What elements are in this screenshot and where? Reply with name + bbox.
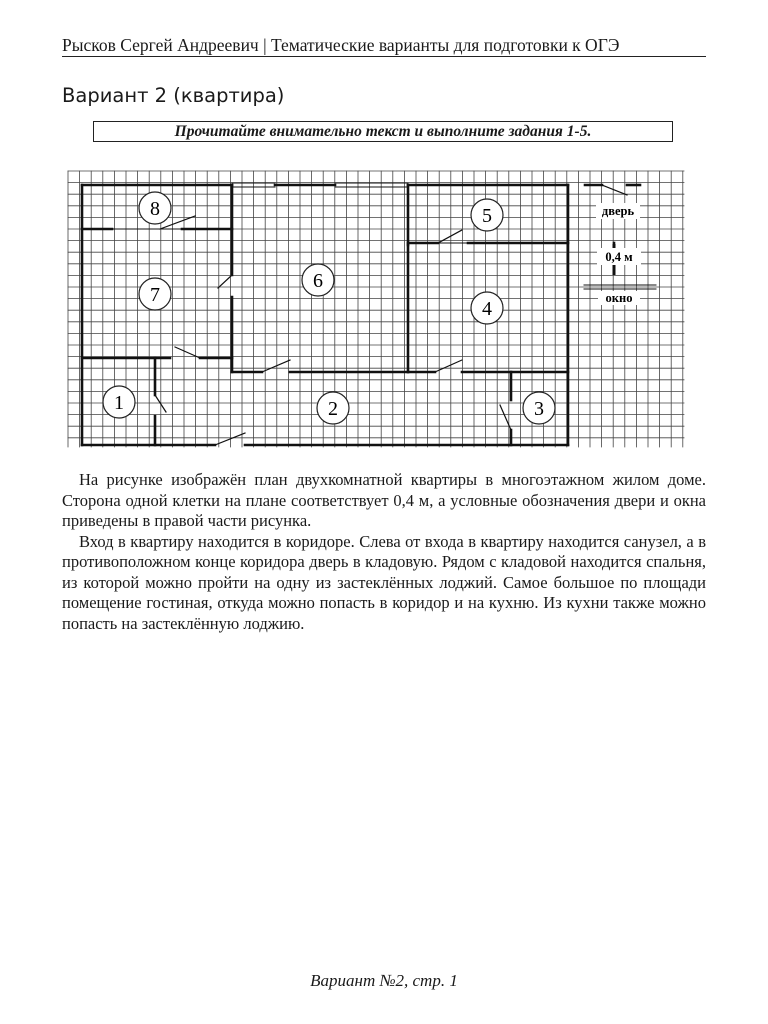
legend-cell-size-label: 0,4 м (605, 250, 633, 264)
plan-windows (112, 183, 656, 289)
page-footer: Вариант №2, стр. 1 (310, 971, 458, 990)
room-4-marker (471, 292, 503, 324)
room-7-marker (139, 278, 171, 310)
room-5-label: 5 (482, 205, 492, 227)
plan-legend (596, 203, 641, 305)
room-1-label: 1 (114, 392, 124, 414)
room-1-marker (103, 386, 135, 418)
room-6-label: 6 (313, 270, 323, 292)
plan-doors (155, 185, 627, 445)
paragraph-2: Вход в квартиру находится в коридоре. Слева от входа в квартиру находится санузел, а в противоположном конце коридора дверь в кладовую. Рядом с кладовой находится спальня, из которой можно пройти на одну из застеклённых лоджий. Самое большое по площади помещение гостиная, откуда можно попасть в коридор и на кухню. Из кухни также можно попасть на застеклённую лоджию. (62, 531, 706, 633)
room-5-marker (471, 199, 503, 231)
legend-door-label: дверь (601, 204, 635, 218)
body-text (62, 470, 706, 634)
door-swing (218, 275, 232, 288)
plan-walls (82, 185, 640, 445)
room-2-marker (317, 392, 349, 424)
room-3-label: 3 (534, 398, 544, 420)
legend-window-label: окно (605, 291, 633, 305)
instruction-box: Прочитайте внимательно текст и выполните задания 1-5. (93, 121, 673, 142)
page-header: Рысков Сергей Андреевич | Тематические варианты для подготовки к ОГЭ (62, 35, 620, 55)
door-swing (438, 230, 462, 243)
door-swing (262, 360, 290, 372)
room-8-marker (139, 192, 171, 224)
room-7-label: 7 (150, 284, 160, 306)
paragraph-1: На рисунке изображён план двухкомнатной квартиры в многоэтажном жилом доме. Сторона одной клетки на плане соответствует 0,4 м, а условные обозначения двери и окна приведены в правой части рисунка. (62, 470, 706, 530)
room-4-label: 4 (482, 298, 492, 320)
door-swing (602, 185, 627, 195)
room-3-marker (523, 392, 555, 424)
room-2-label: 2 (328, 398, 338, 420)
variant-title: Вариант 2 (квартира) (62, 84, 285, 107)
room-6-marker (302, 264, 334, 296)
room-8-label: 8 (150, 198, 160, 220)
floor-plan (0, 0, 768, 470)
